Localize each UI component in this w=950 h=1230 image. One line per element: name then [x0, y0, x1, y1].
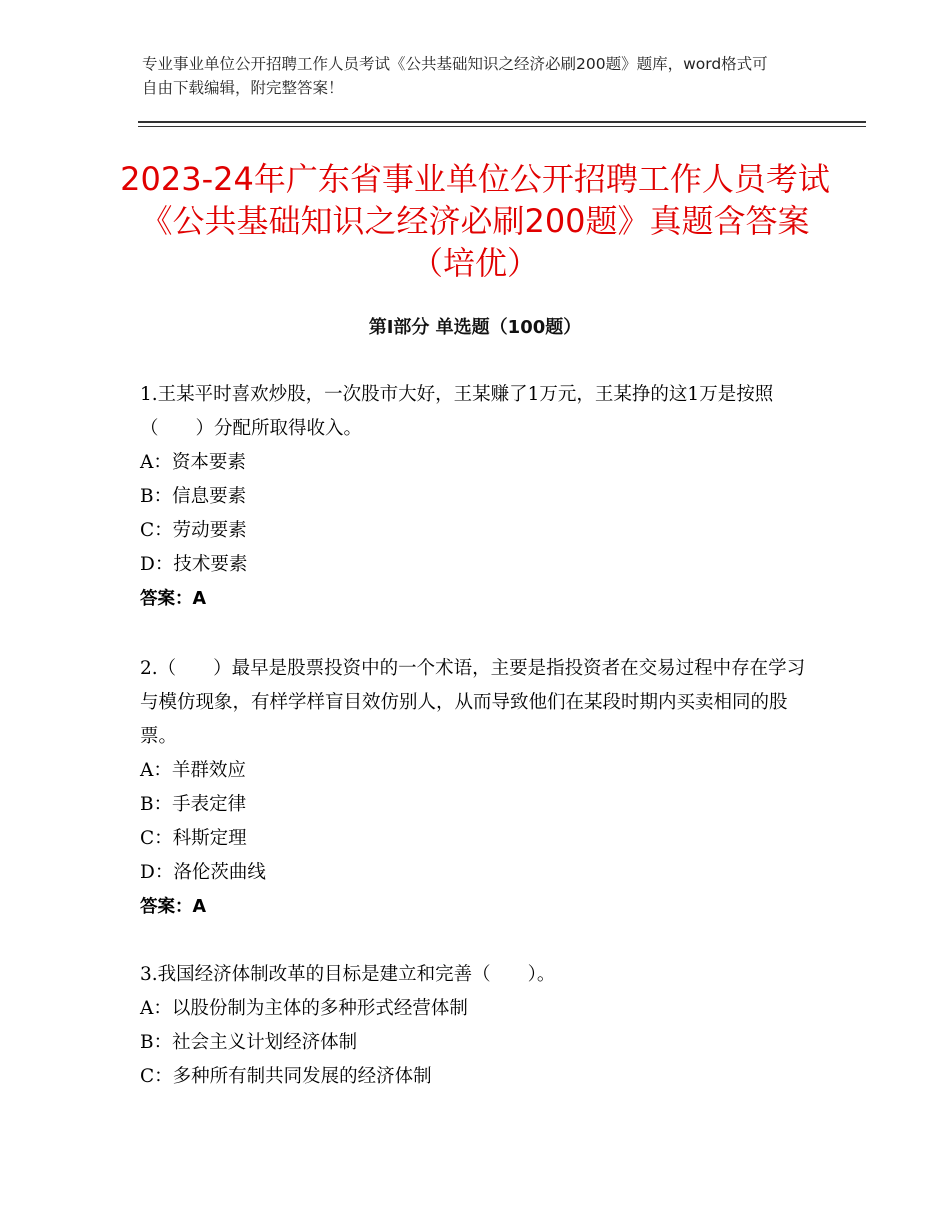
option-d: D：洛伦茨曲线	[140, 862, 266, 883]
question-2	[140, 652, 812, 924]
option-d: D：技术要素	[140, 554, 248, 575]
answer-line: 答案：A	[140, 897, 207, 917]
option-a: A：以股份制为主体的多种形式经营体制	[140, 998, 468, 1019]
option-a: A：羊群效应	[140, 760, 246, 781]
option-c: C：劳动要素	[140, 520, 247, 541]
question-1	[140, 378, 812, 616]
question-3	[140, 958, 812, 1094]
answer-line: 答案：A	[140, 589, 207, 609]
question-stem: 3.我国经济体制改革的目标是建立和完善（ ）。	[140, 964, 556, 985]
header-rule-thin	[138, 126, 866, 127]
option-c: C：多种所有制共同发展的经济体制	[140, 1066, 432, 1087]
section-heading: 第Ⅰ部分 单选题（100题）	[368, 317, 582, 338]
question-stem: 1.王某平时喜欢炒股，一次股市大好，王某赚了1万元，王某挣的这1万是按照（ ）分配所取得收入。	[140, 384, 774, 439]
header-rule-thick	[138, 121, 866, 123]
option-b: B：信息要素	[140, 486, 247, 507]
option-b: B：手表定律	[140, 794, 247, 815]
document-title: 2023-24年广东省事业单位公开招聘工作人员考试《公共基础知识之经济必刷200题》真题含答案（培优）	[120, 160, 830, 282]
option-b: B：社会主义计划经济体制	[140, 1032, 358, 1053]
header-note: 专业事业单位公开招聘工作人员考试《公共基础知识之经济必刷200题》题库，word格式可自由下载编辑，附完整答案！	[142, 55, 768, 97]
option-c: C：科斯定理	[140, 828, 247, 849]
option-a: A：资本要素	[140, 452, 246, 473]
question-stem: 2.（ ）最早是股票投资中的一个术语，主要是指投资者在交易过程中存在学习与模仿现象，有样学样盲目效仿别人，从而导致他们在某段时期内买卖相同的股票。	[140, 658, 806, 747]
